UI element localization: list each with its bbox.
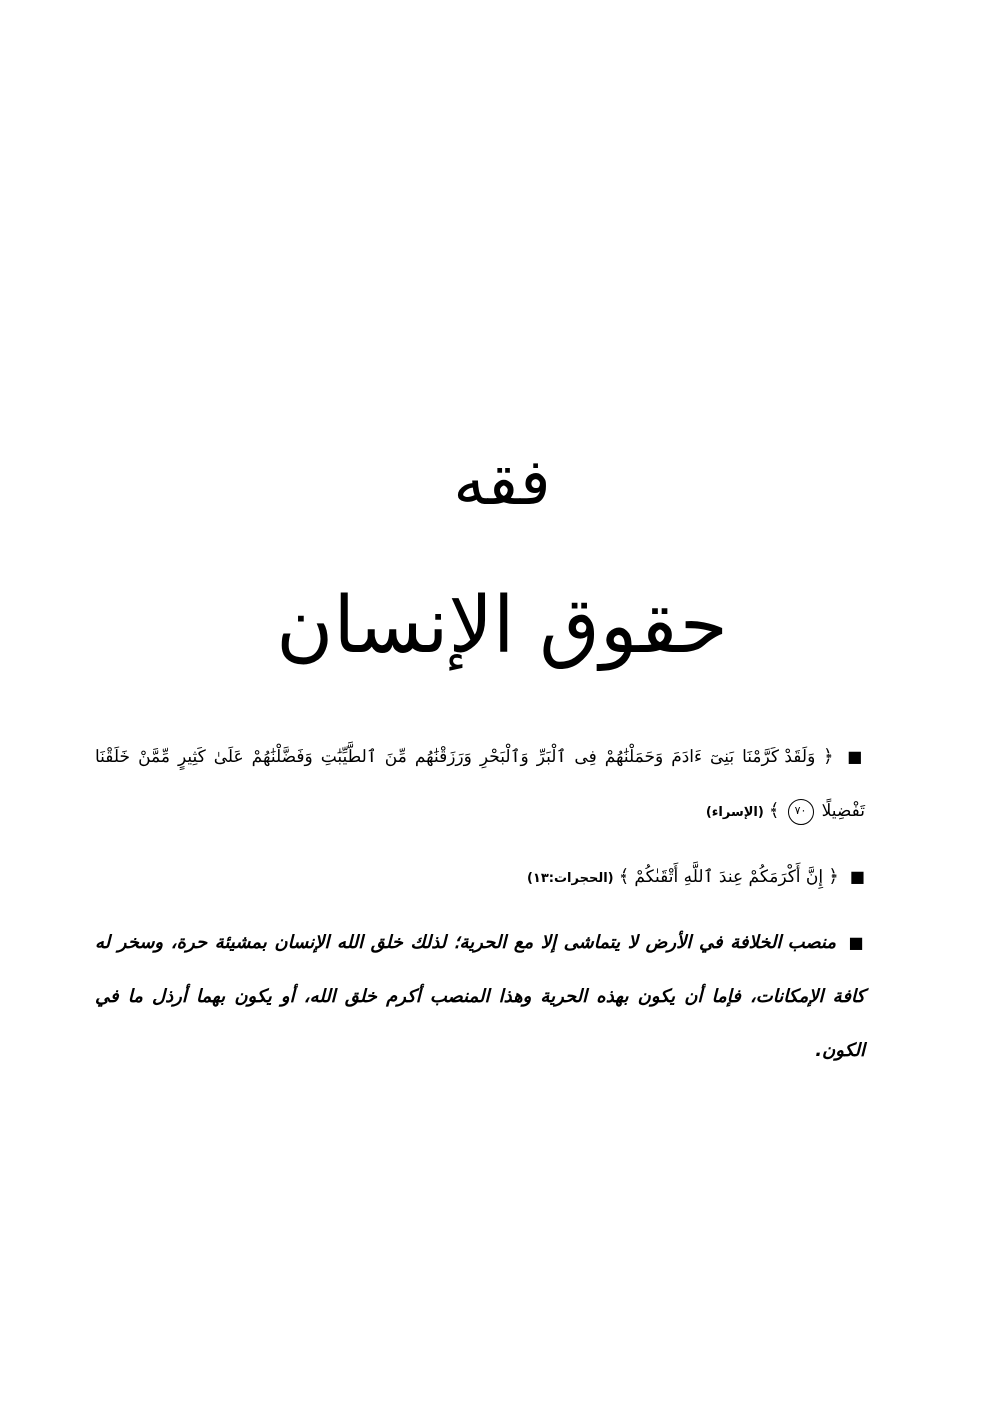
prose-text: منصب الخلافة في الأرض لا يتماشى إلا مع الحرية؛ لذلك خلق الله الإنسان بمشيئة حرة، وسخر له كافة الإمكانات، فإما أن يكون بهذه الحرية وهذا المنصب أكرم خلق الله، أو يكون بهما أرذل ما في الكون. <box>95 932 865 1061</box>
bullet-square-icon: ■ <box>849 867 865 886</box>
ayah-number-marker: ٧٠ <box>788 799 814 825</box>
verse-close-bracket: ﴾ <box>768 800 780 821</box>
verse-paragraph-1 <box>95 730 865 840</box>
verse-open-bracket: ﴿ <box>828 866 839 887</box>
verse-reference-2: (الحجرات:١٣) <box>526 871 614 886</box>
title-line-2: حقوق الإنسان <box>276 581 728 671</box>
verse-reference-1: (الإسراء) <box>705 805 764 820</box>
bullet-square-icon: ■ <box>848 933 866 952</box>
verse-open-bracket: ﴿ <box>823 746 834 767</box>
verse-paragraph-2 <box>95 850 865 906</box>
verse-text-1: وَلَقَدْ كَرَّمْنَا بَنِىٓ ءَادَمَ وَحَمَلْنَٰهُمْ فِى ٱلْبَرِّ وَٱلْبَحْرِ وَرَزَقْنَٰهُم مِّنَ ٱلطَّيِّبَٰتِ وَفَضَّلْنَٰهُمْ عَلَىٰ كَثِيرٍ مِّمَّنْ خَلَقْنَا تَفْضِيلًا <box>95 747 865 821</box>
title-line-1: فقه <box>453 446 551 520</box>
bullet-square-icon: ■ <box>847 747 866 766</box>
prose-paragraph <box>95 916 865 1078</box>
content-body <box>95 730 865 1088</box>
verse-text-2: إِنَّ أَكْرَمَكُمْ عِندَ ٱللَّهِ أَتْقَىٰكُمْ <box>634 867 824 887</box>
verse-close-bracket: ﴾ <box>618 866 630 887</box>
